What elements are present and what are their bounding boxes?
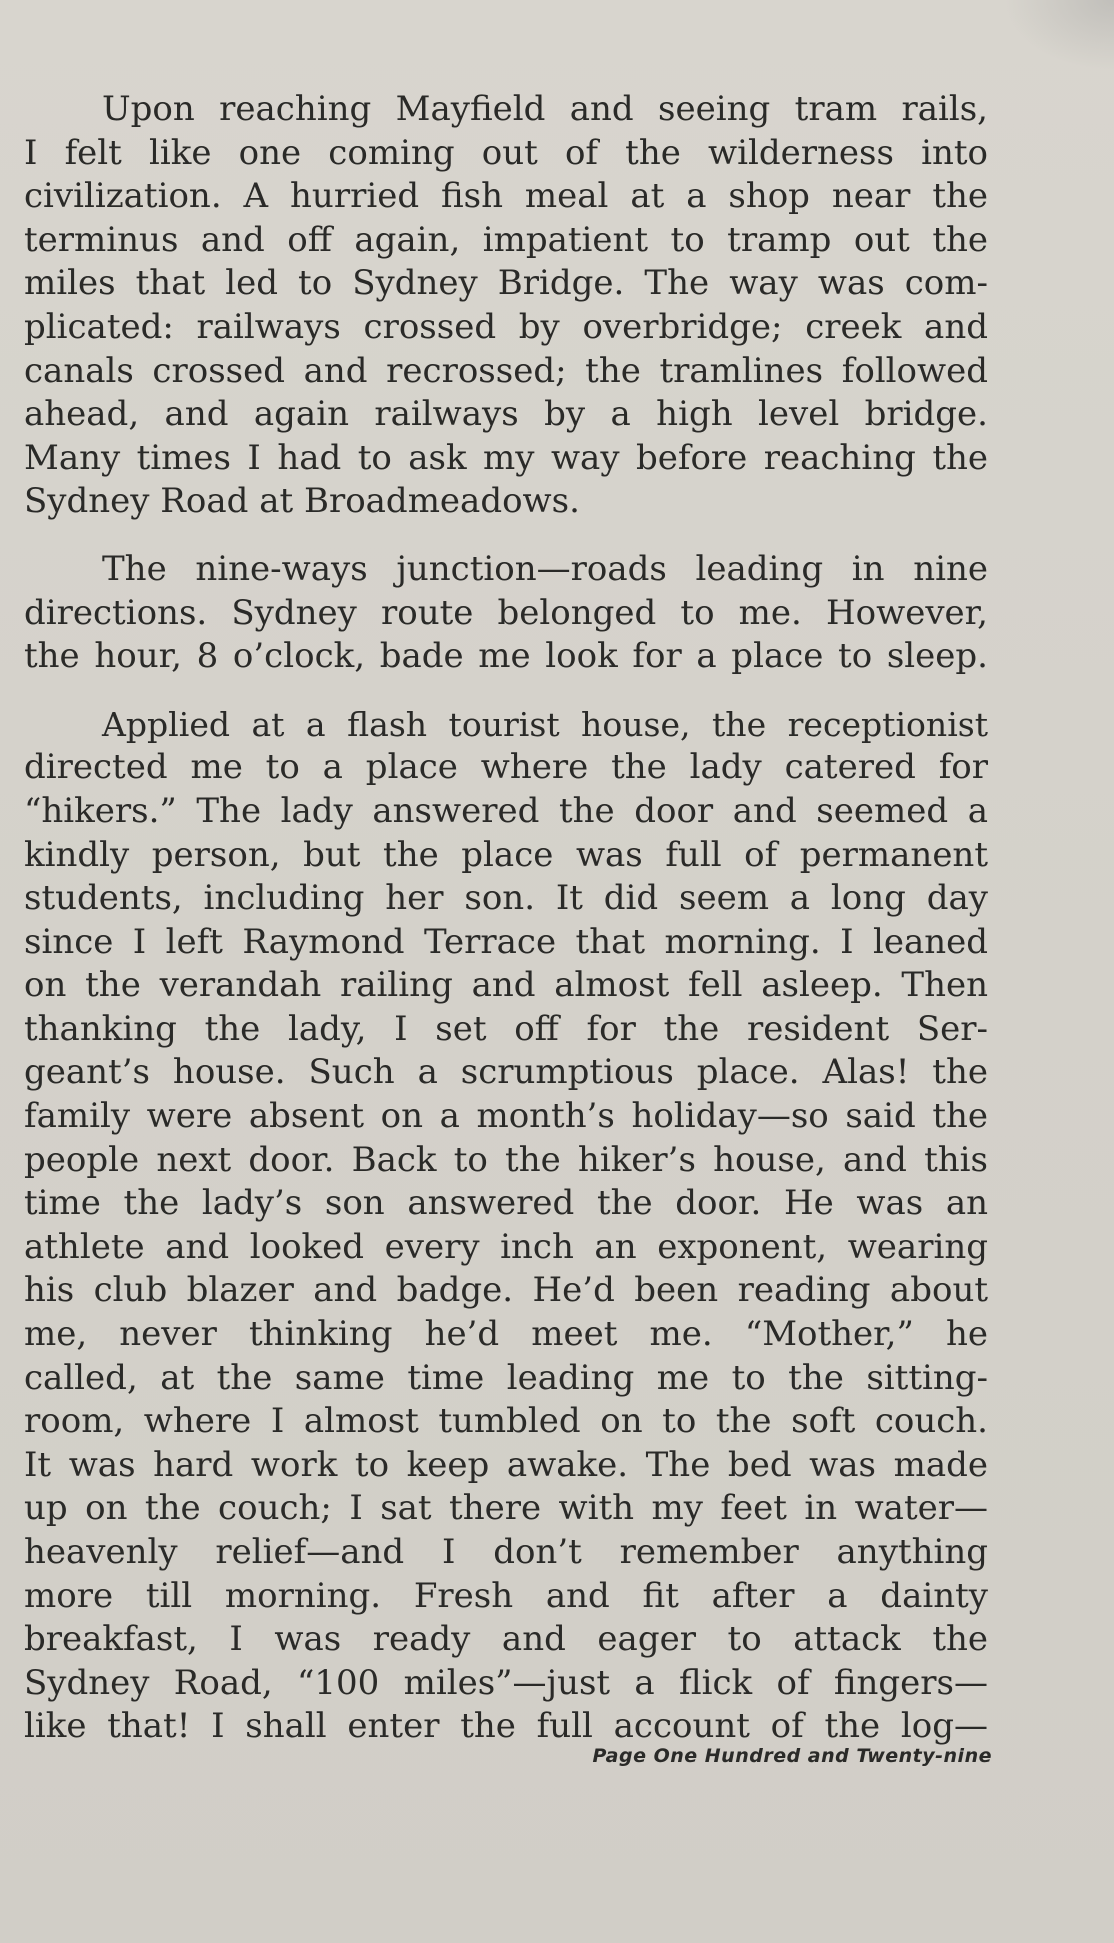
text-line: athlete and looked every inch an exponent, wearing: [24, 1226, 988, 1267]
text-line: called, at the same time leading me to the sitting-: [24, 1357, 988, 1398]
text-line: ahead, and again railways by a high level bridge.: [24, 394, 988, 435]
text-line: directions. Sydney route belonged to me. However,: [24, 592, 988, 633]
text-line: room, where I almost tumbled on to the soft couch.: [24, 1401, 988, 1442]
text-line: thanking the lady, I set off for the resident Ser-: [24, 1008, 988, 1049]
text-line: heavenly relief—and I don’t remember anything: [24, 1532, 988, 1572]
paragraph-gap: [24, 524, 988, 548]
text-line: people next door. Back to the hiker’s house, and this: [24, 1139, 988, 1180]
text-line: time the lady’s son answered the door. He was an: [24, 1183, 988, 1224]
text-line: breakfast, I was ready and eager to attack the: [24, 1619, 988, 1660]
text-line: canals crossed and recrossed; the tramlines followed: [24, 350, 988, 391]
text-line: miles that led to Sydney Bridge. The way was com-: [24, 263, 988, 304]
text-line: more till morning. Fresh and fit after a dainty: [24, 1575, 988, 1616]
page-corner-wear: [1004, 0, 1114, 70]
text-line: It was hard work to keep awake. The bed was made: [24, 1444, 988, 1485]
text-line: Upon reaching Mayfield and seeing tram rails,: [102, 89, 988, 129]
text-line: civilization. A hurried fish meal at a shop near the: [24, 176, 988, 217]
paragraph-1: [24, 88, 988, 524]
page-number-footer: Page One Hundred and Twenty-nine: [592, 1745, 992, 1767]
body-text: [24, 88, 988, 1749]
text-line: like that! I shall enter the full account of the log—: [24, 1706, 988, 1747]
text-line: geant’s house. Such a scrumptious place. Alas! the: [24, 1052, 988, 1093]
text-line: “hikers.” The lady answered the door and seemed a: [24, 790, 988, 831]
text-line: The nine-ways junction—roads leading in nine: [102, 548, 988, 589]
text-line: students, including her son. It did seem a long day: [24, 878, 988, 919]
text-line: Sydney Road, “100 miles”—just a flick of fingers—: [24, 1662, 988, 1703]
text-line: his club blazer and badge. He’d been reading about: [24, 1270, 988, 1311]
text-line: the hour, 8 o’clock, bade me look for a place to sleep.: [24, 636, 988, 677]
paragraph-2: [24, 548, 988, 679]
paragraph-3: [24, 703, 988, 1749]
text-line: terminus and off again, impatient to tramp out the: [24, 219, 988, 260]
text-line: Applied at a flash tourist house, the receptionist: [102, 704, 988, 744]
text-line: I felt like one coming out of the wilderness into: [24, 132, 988, 173]
text-line: up on the couch; I sat there with my feet in water—: [24, 1488, 988, 1529]
text-line: plicated: railways crossed by overbridge; creek and: [24, 306, 988, 347]
text-line: since I left Raymond Terrace that morning. I leaned: [24, 921, 988, 962]
paragraph-gap: [24, 679, 988, 703]
text-line: Sydney Road at Broadmeadows.: [24, 481, 580, 522]
text-line: Many times I had to ask my way before reaching the: [24, 437, 988, 478]
text-line: family were absent on a month’s holiday—so said the: [24, 1096, 988, 1137]
text-line: kindly person, but the place was full of permanent: [24, 834, 988, 875]
text-line: me, never thinking he’d meet me. “Mother,” he: [24, 1314, 988, 1355]
text-line: directed me to a place where the lady catered for: [24, 747, 988, 788]
text-line: on the verandah railing and almost fell asleep. Then: [24, 965, 988, 1006]
